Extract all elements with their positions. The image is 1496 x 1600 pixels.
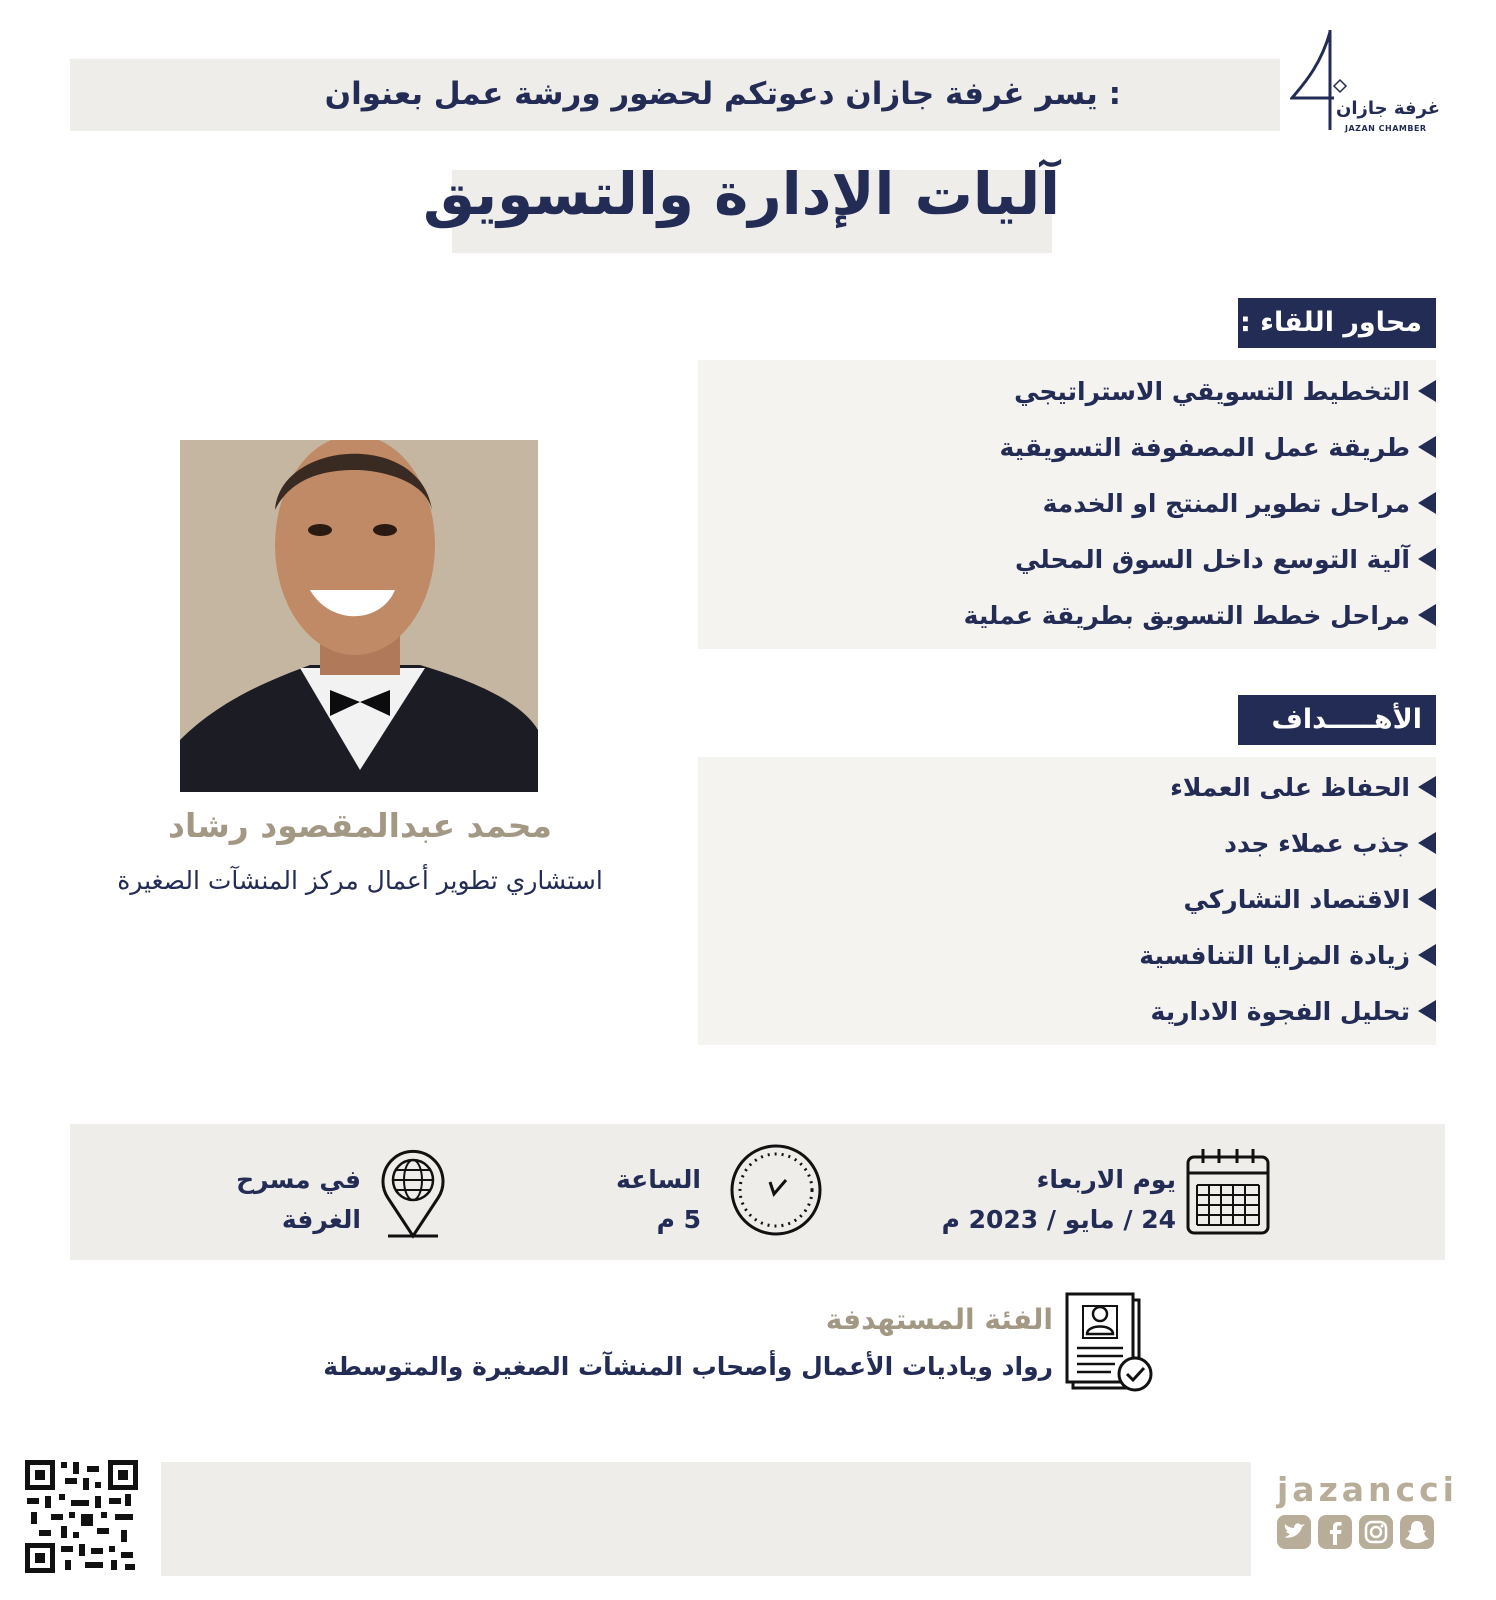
list-item: آلية التوسع داخل السوق المحلي xyxy=(716,531,1436,587)
snapchat-icon[interactable] xyxy=(1400,1515,1434,1549)
axes-heading: محاور اللقاء : xyxy=(1238,298,1436,348)
list-item: تحليل الفجوة الادارية xyxy=(716,983,1436,1039)
list-item: الاقتصاد التشاركي xyxy=(716,871,1436,927)
intro-text: يسر غرفة جازان دعوتكم لحضور ورشة عمل بعنوان : xyxy=(324,76,1121,112)
speaker-photo xyxy=(180,440,538,792)
calendar-icon xyxy=(1185,1145,1271,1237)
speaker-name: محمد عبدالمقصود رشاد xyxy=(168,806,552,845)
jazan-chamber-logo xyxy=(1290,28,1440,138)
triangle-bullet-icon xyxy=(1418,604,1436,626)
social-handle: jazancci xyxy=(1277,1470,1458,1509)
list-item: مراحل تطوير المنتج او الخدمة xyxy=(716,475,1436,531)
event-place-line2: الغرفة xyxy=(281,1205,361,1234)
location-globe-icon xyxy=(380,1148,446,1240)
footer-bar xyxy=(161,1462,1251,1576)
instagram-icon[interactable] xyxy=(1359,1515,1393,1549)
logo-arabic-text: غرفة جازان xyxy=(1336,98,1441,119)
qr-code[interactable] xyxy=(25,1460,138,1573)
list-item: مراحل خطط التسويق بطريقة عملية xyxy=(716,587,1436,643)
event-day: يوم الاربعاء xyxy=(1036,1165,1176,1194)
triangle-bullet-icon xyxy=(1418,436,1436,458)
target-audience-icon xyxy=(1065,1290,1157,1396)
goals-list xyxy=(716,759,1436,1039)
triangle-bullet-icon xyxy=(1418,380,1436,402)
list-item: جذب عملاء جدد xyxy=(716,815,1436,871)
list-item: الحفاظ على العملاء xyxy=(716,759,1436,815)
list-item: التخطيط التسويقي الاستراتيجي xyxy=(716,363,1436,419)
triangle-bullet-icon xyxy=(1418,944,1436,966)
triangle-bullet-icon xyxy=(1418,832,1436,854)
workshop-title: آليات الإدارة والتسويق xyxy=(423,160,1060,228)
goals-heading: الأهـــــداف xyxy=(1238,695,1436,745)
event-place xyxy=(236,1160,361,1240)
clock-icon xyxy=(728,1142,824,1238)
axes-list xyxy=(716,363,1436,643)
event-time-label: الساعة xyxy=(615,1165,701,1194)
target-audience-title: الفئة المستهدفة xyxy=(825,1303,1053,1336)
triangle-bullet-icon xyxy=(1418,492,1436,514)
event-place-line1: في مسرح xyxy=(236,1165,361,1194)
list-item: طريقة عمل المصفوفة التسويقية xyxy=(716,419,1436,475)
twitter-icon[interactable] xyxy=(1277,1515,1311,1549)
event-date xyxy=(942,1160,1176,1240)
facebook-icon[interactable] xyxy=(1318,1515,1352,1549)
event-date-value: 24 / مايو / 2023 م xyxy=(941,1205,1176,1234)
triangle-bullet-icon xyxy=(1418,1000,1436,1022)
event-time-value: 5 م xyxy=(656,1205,701,1234)
triangle-bullet-icon xyxy=(1418,888,1436,910)
triangle-bullet-icon xyxy=(1418,776,1436,798)
target-audience-description: رواد وياديات الأعمال وأصحاب المنشآت الصغيرة والمتوسطة xyxy=(323,1352,1053,1381)
list-item: زيادة المزايا التنافسية xyxy=(716,927,1436,983)
logo-english-text: JAZAN CHAMBER xyxy=(1345,124,1427,133)
event-time xyxy=(616,1160,701,1240)
triangle-bullet-icon xyxy=(1418,548,1436,570)
speaker-role: استشاري تطوير أعمال مركز المنشآت الصغيرة xyxy=(117,866,603,895)
